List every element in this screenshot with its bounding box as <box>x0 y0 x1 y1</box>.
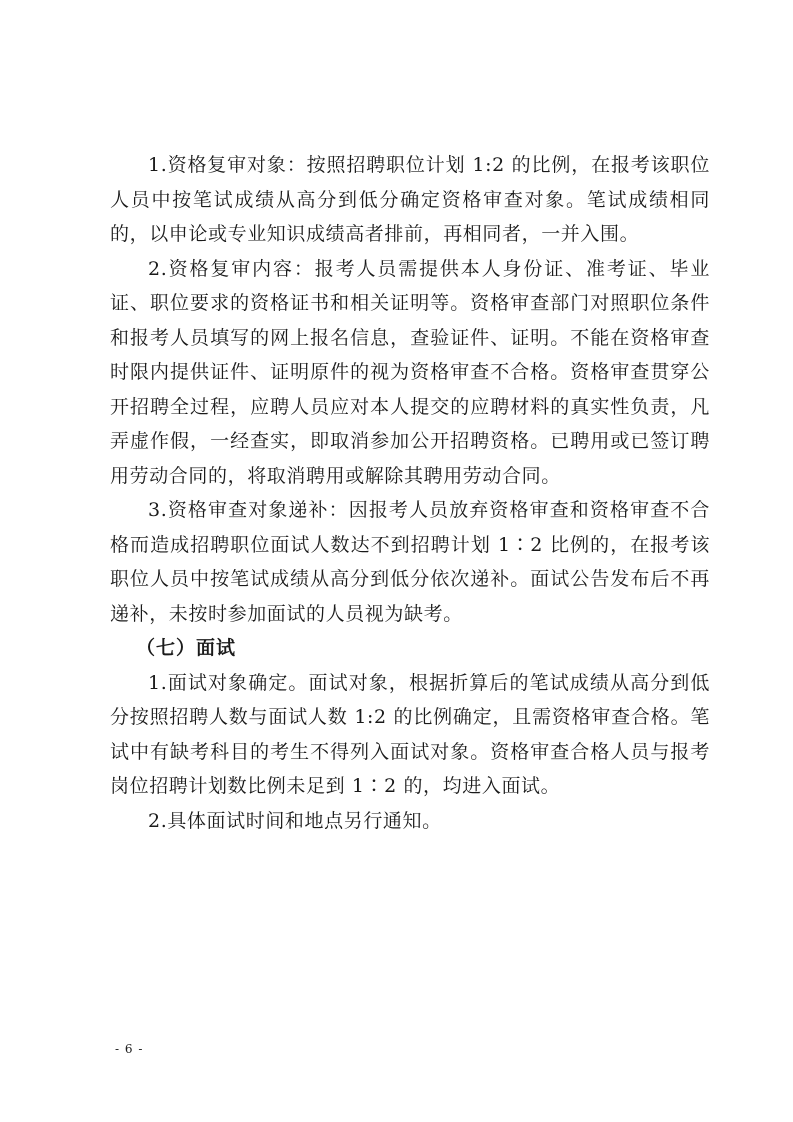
review-object-paragraph: 1.资格复审对象：按照招聘职位计划 1:2 的比例，在报考该职位人员中按笔试成绩从高分到低分确定资格审查对象。笔试成绩相同的，以申论或专业知识成绩高者排前，再相同者，一并入围。 <box>110 154 710 245</box>
interview-section-heading: （七）面试 <box>136 637 237 659</box>
interview-time-paragraph: 2.具体面试时间和地点另行通知。 <box>148 809 442 832</box>
page-number: - 6 - <box>115 1042 144 1056</box>
review-content-paragraph: 2.资格复审内容：报考人员需提供本人身份证、准考证、毕业证、职位要求的资格证书和相关证明等。资格审查部门对照职位条件和报考人员填写的网上报名信息，查验证件、证明。不能在资格审查时限内提供证件、证明原件的视为资格审查不合格。资格审查贯穿公开招聘全过程，应聘人员应对本人提交的应聘材料的真实性负责，凡弄虚作假，一经查实，即取消参加公开招聘资格。已聘用或已签订聘用劳动合同的，将取消聘用或解除其聘用劳动合同。 <box>110 257 710 487</box>
review-backfill-paragraph: 3.资格审查对象递补：因报考人员放弃资格审查和资格审查不合格而造成招聘职位面试人数达不到招聘计划 1∶2 比例的，在报考该职位人员中按笔试成绩从高分到低分依次递补。面试公告发布后不再递补，未按时参加面试的人员视为缺考。 <box>110 499 710 625</box>
interview-object-paragraph: 1.面试对象确定。面试对象，根据折算后的笔试成绩从高分到低分按照招聘人数与面试人数 1:2 的比例确定，且需资格审查合格。笔试中有缺考科目的考生不得列入面试对象。资格审查合格人员与报考岗位招聘计划数比例未足到 1∶2 的，均进入面试。 <box>110 671 710 797</box>
document-body <box>110 148 710 838</box>
